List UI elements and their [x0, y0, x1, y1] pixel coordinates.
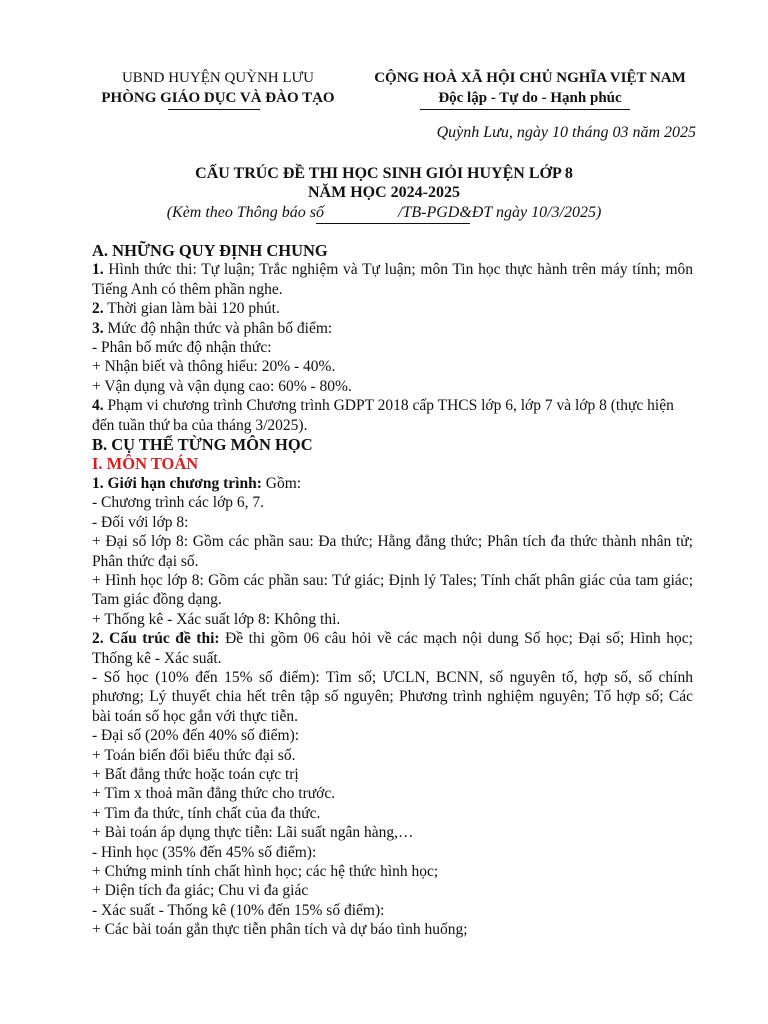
paragraph-text: Gồm:	[261, 474, 302, 492]
national-header	[362, 68, 698, 108]
list-item	[92, 396, 693, 435]
section-b-heading: B. CỤ THỂ TỪNG MÔN HỌC	[92, 435, 313, 455]
org-line-2: PHÒNG GIÁO DỤC VÀ ĐÀO TẠO	[101, 90, 335, 106]
document-body	[92, 241, 693, 940]
text-line: + Bài toán áp dụng thực tiễn: Lãi suất ngân hàng,…	[92, 824, 414, 842]
list-item	[92, 299, 693, 318]
school-year: NĂM HỌC 2024-2025	[308, 184, 460, 201]
authority-underline	[168, 109, 260, 110]
text-line: + Bất đẳng thức hoặc toán cực trị	[92, 765, 299, 783]
text-line: - Chương trình các lớp 6, 7.	[92, 494, 265, 512]
text-line: + Tìm x thoả mãn đẳng thức cho trước.	[92, 785, 336, 803]
text-line: - Đại số (20% đến 40% số điểm):	[92, 727, 300, 745]
paragraph	[92, 629, 693, 668]
text-line: + Thống kê - Xác suất lớp 8: Không thi.	[92, 610, 341, 628]
dateline: Quỳnh Lưu, ngày 10 tháng 03 năm 2025	[436, 124, 696, 141]
text-line: - Hình học (35% đến 45% số điểm):	[92, 843, 317, 861]
text-line: - Xác suất - Thống kê (10% đến 15% số điểm):	[92, 901, 385, 919]
text-line: + Nhận biết và thông hiểu: 20% - 40%.	[92, 358, 336, 376]
item-text: Thời gian làm bài 120 phút.	[103, 300, 280, 318]
document-title: CẤU TRÚC ĐỀ THI HỌC SINH GIỎI HUYỆN LỚP 8	[195, 165, 573, 182]
text-line: + Hình học lớp 8: Gồm các phần sau: Tứ giác; Định lý Tales; Tính chất phân giác của tam giác; Tam giác đồng dạng.	[92, 571, 693, 609]
item-text: Mức độ nhận thức và phân bố điểm:	[103, 319, 333, 337]
subtitle-prefix: (Kèm theo Thông báo số	[166, 204, 325, 221]
item-number: 3.	[92, 319, 104, 337]
subtitle-suffix: /TB-PGD&ĐT ngày 10/3/2025)	[398, 204, 602, 221]
text-line: + Toán biến đổi biểu thức đại số.	[92, 746, 296, 764]
national-motto: Độc lập - Tự do - Hạnh phúc	[438, 90, 622, 106]
subject-heading: I. MÔN TOÁN	[92, 454, 199, 474]
text-line: + Các bài toán gắn thực tiễn phân tích và dự báo tình huống;	[92, 921, 468, 939]
item-text: Phạm vi chương trình Chương trình GDPT 2018 cấp THCS lớp 6, lớp 7 và lớp 8 (thực hiện đến tuần thứ ba của tháng 3/2025).	[92, 397, 674, 434]
item-text: Hình thức thi: Tự luận; Trắc nghiệm và Tự luận; môn Tin học thực hành trên máy tính; môn Tiếng Anh có thêm phần nghe.	[92, 261, 693, 298]
item-number: 2.	[92, 300, 104, 318]
paragraph-text: Đề thi gồm 06 câu hỏi về các mạch nội dung Số học; Đại số; Hình học; Thống kê - Xác suất.	[92, 630, 693, 667]
issuing-authority	[78, 68, 358, 108]
paragraph-label: 2. Cấu trúc đề thi:	[92, 630, 220, 648]
motto-underline	[420, 109, 630, 110]
text-line: + Tìm đa thức, tính chất của đa thức.	[92, 804, 321, 822]
paragraph-label: 1. Giới hạn chương trình:	[92, 474, 262, 492]
item-number: 1.	[92, 261, 104, 279]
list-item	[92, 260, 693, 299]
subtitle-underline	[316, 223, 470, 224]
text-line: + Chứng minh tính chất hình học; các hệ thức hình học;	[92, 863, 439, 880]
text-line: + Diện tích đa giác; Chu vi đa giác	[92, 882, 309, 900]
paragraph	[92, 474, 693, 493]
text-line: - Số học (10% đến 15% số điểm): Tìm số; ƯCLN, BCNN, số nguyên tố, hợp số, số chính phương; Lý thuyết chia hết trên tập số nguyên; Phương trình nghiệm nguyên; Tổ hợp số; Các bài toán số học gắn với thực tiễn.	[92, 668, 693, 725]
text-line: + Vận dụng và vận dụng cao: 60% - 80%.	[92, 377, 352, 395]
list-item	[92, 319, 693, 338]
section-a-heading: A. NHỮNG QUY ĐỊNH CHUNG	[92, 241, 328, 260]
document-subtitle	[0, 203, 768, 223]
nation-name: CỘNG HOÀ XÃ HỘI CHỦ NGHĨA VIỆT NAM	[374, 70, 686, 86]
item-number: 4.	[92, 397, 104, 415]
text-line: + Đại số lớp 8: Gồm các phần sau: Đa thức; Hằng đẳng thức; Phân tích đa thức thành nhân tử; Phân thức đại số.	[92, 533, 693, 570]
org-line-1: UBND HUYỆN QUỲNH LƯU	[121, 70, 315, 86]
text-line: - Đối với lớp 8:	[92, 513, 189, 531]
text-line: - Phân bố mức độ nhận thức:	[92, 339, 272, 357]
